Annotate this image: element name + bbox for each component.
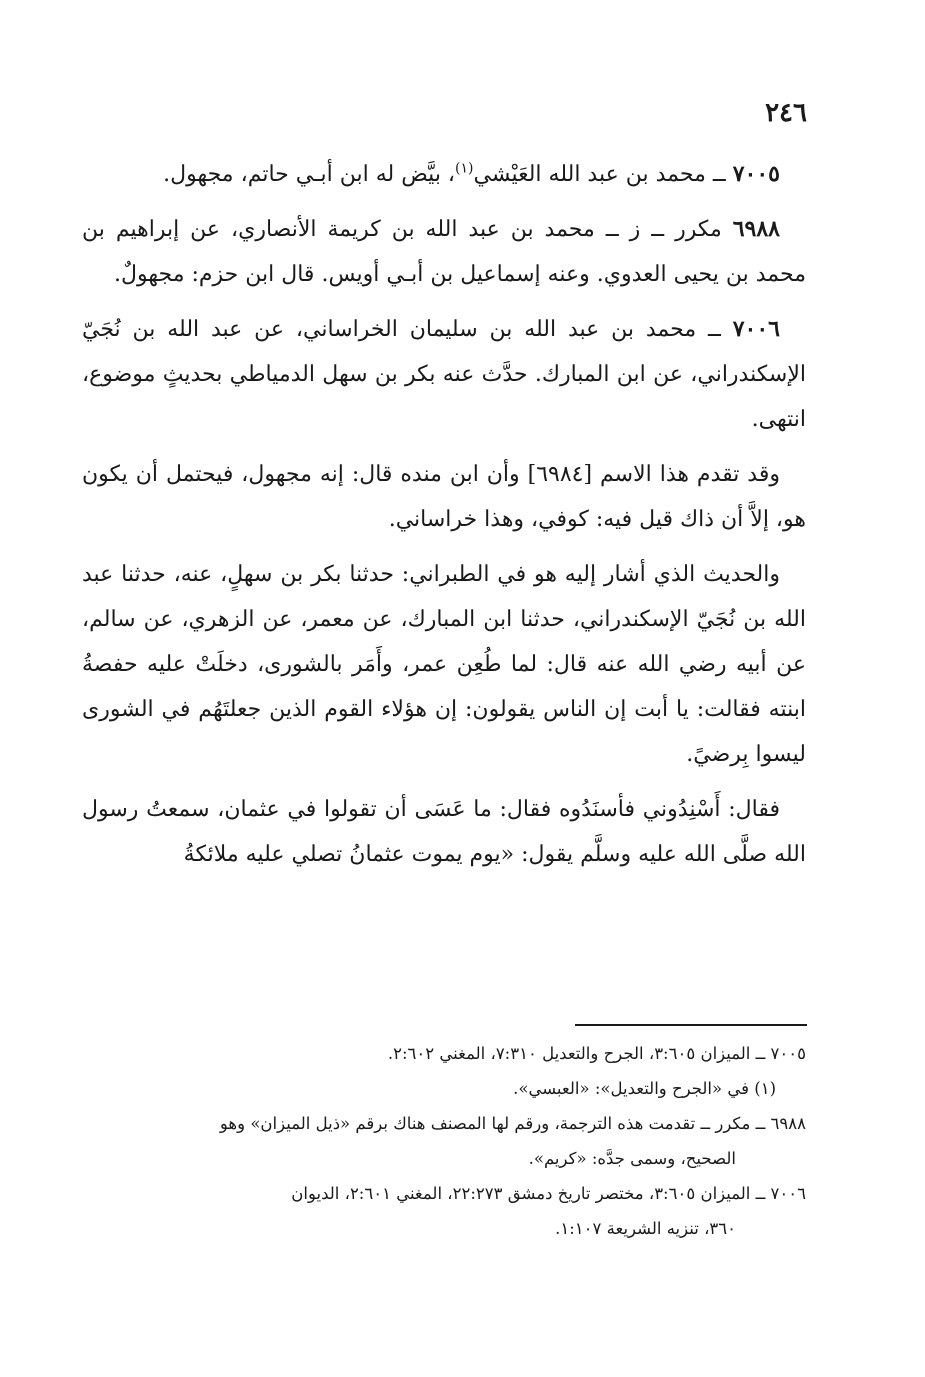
entry-number: ٦٩٨٨ <box>732 216 780 242</box>
footnote-divider <box>575 1024 807 1026</box>
entry-number: ٧٠٠٥ <box>732 161 780 187</box>
entry-7005 <box>82 152 806 197</box>
paragraph: وقد تقدم هذا الاسم [٦٩٨٤] وأن ابن منده قال: إنه مجهول، فيحتمل أن يكون هو، إلاَّ أن ذاك قيل فيه: كوفي، وهذا خراساني. <box>82 462 806 532</box>
paragraph: والحديث الذي أشار إليه هو في الطبراني: حدثنا بكر بن سهلٍ، عنه، حدثنا عبد الله بن نُجَيّ الإسكندراني، حدثنا ابن المبارك، عن معمر، عن الزهري، عن سالم، عن أبيه رضي الله عنه قال: لما طُعِن عمر، وأَمَر بالشورى، دخلَتْ عليه حفصةُ ابنته فقالت: يا أبت إن الناس يقولون: إن هؤلاء القوم الذين جعلتَهُم في الشورى ليسوا بِرضيً. <box>82 562 806 767</box>
footnote-line: ٦٩٨٨ ــ مكرر ــ تقدمت هذه الترجمة، ورقم لها المصنف هناك برقم «ذيل الميزان» وهو <box>219 1114 806 1133</box>
entry-6988 <box>82 207 806 297</box>
entry-7006 <box>82 307 806 442</box>
paragraph: فقال: أَسْنِدُوني فأسنَدُوه فقال: ما عَسَى أن تقولوا في عثمان، سمعتُ رسول الله صلَّى الله عليه وسلَّم يقول: «يوم يموت عثمانُ تصلي عليه ملائكةُ <box>82 797 806 867</box>
entry-number: ٧٠٠٦ <box>732 316 780 342</box>
footnote-reference: (١) <box>455 160 474 177</box>
entry-text: ــ محمد بن عبد الله بن سليمان الخراساني، عن عبد الله بن نُجَيّ الإسكندراني، عن ابن المبارك. حدَّث عنه بكر بن سهل الدمياطي بحديثٍ موضوع، انتهى. <box>82 317 806 432</box>
footnote-line: ٣٦٠، تنزيه الشريعة ١:١٠٧. <box>555 1219 736 1238</box>
entry-text: ، بيَّض له ابن أبـي حاتم، مجهول. <box>163 162 456 187</box>
footnote-line: ٧٠٠٥ ــ الميزان ٣:٦٠٥، الجرح والتعديل ٧:٣١٠، المغني ٢:٦٠٢. <box>387 1044 806 1063</box>
main-text <box>82 152 806 887</box>
entry-text: ــ محمد بن عبد الله العَيْشي <box>473 162 733 187</box>
page-number: ٢٤٦ <box>765 98 807 128</box>
footnote-line: ٧٠٠٦ ــ الميزان ٣:٦٠٥، مختصر تاريخ دمشق ٢٢:٢٧٣، المغني ٢:٦٠١، الديوان <box>291 1184 806 1203</box>
footnotes <box>82 1036 806 1246</box>
footnote <box>82 1036 806 1071</box>
footnote <box>82 1106 806 1176</box>
footnote <box>82 1176 806 1246</box>
entry-text: مكرر ــ ز ــ محمد بن عبد الله بن كريمة الأنصاري، عن إبراهيم بن محمد بن يحيى العدوي. وعنه إسماعيل بن أبـي أويس. قال ابن حزم: مجهولٌ. <box>82 217 806 287</box>
footnote <box>82 1071 806 1106</box>
footnote-line: الصحيح، وسمى جدَّه: «كريم». <box>528 1149 736 1168</box>
footnote-line: (١) في «الجرح والتعديل»: «العبسي». <box>513 1079 776 1098</box>
